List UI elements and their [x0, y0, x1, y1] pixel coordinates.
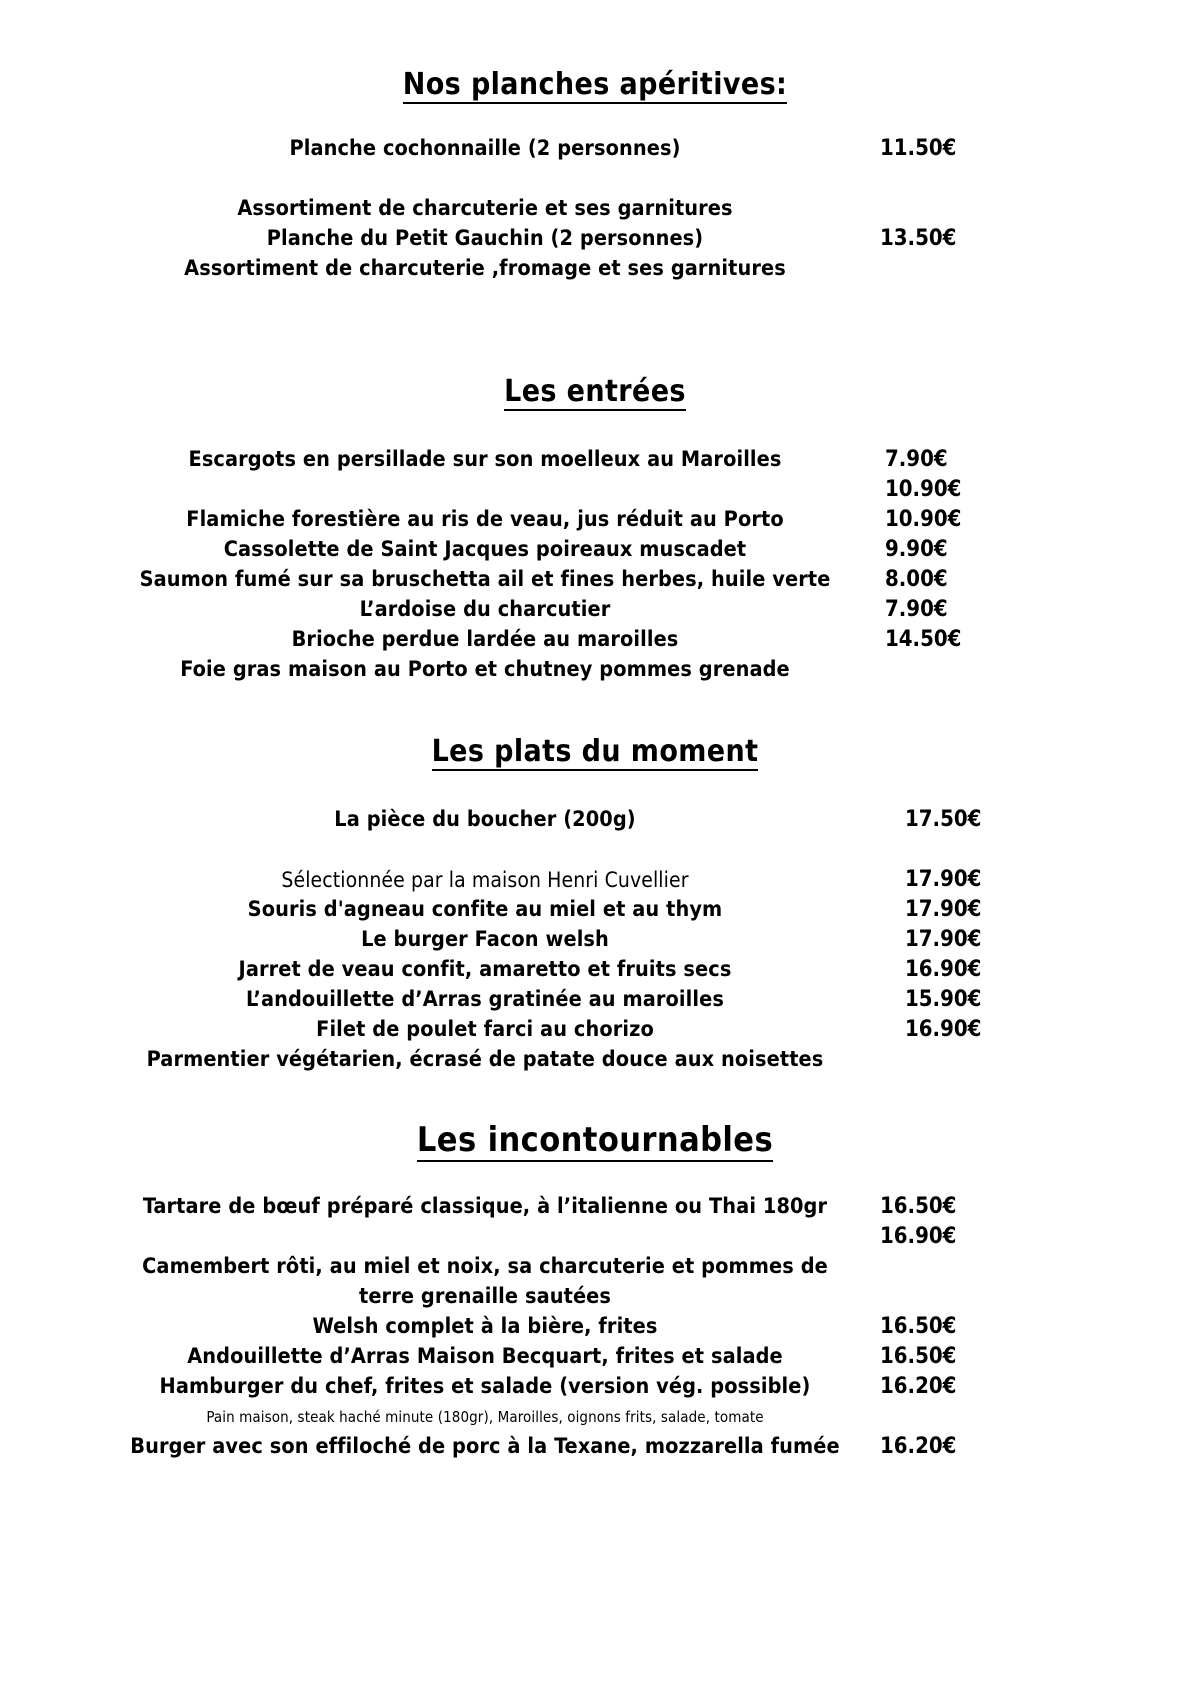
menu-item-line: La pièce du boucher (200g)	[334, 807, 636, 832]
menu-item-line: Filet de poulet farci au chorizo	[316, 1017, 654, 1042]
menu-item-line: Camembert rôti, au miel et noix, sa charcuterie et pommes de	[142, 1254, 828, 1279]
menu-item-line: Jarret de veau confit, amaretto et fruits secs	[238, 957, 732, 982]
menu-item-line: Planche du Petit Gauchin (2 personnes)	[266, 226, 704, 251]
menu-item-line: Welsh complet à la bière, frites	[312, 1314, 658, 1339]
menu-item-line: Cassolette de Saint Jacques poireaux muscadet	[223, 537, 747, 562]
menu-item-line: Assortiment de charcuterie et ses garnitures	[237, 196, 733, 221]
menu-item-line: Souris d'agneau confite au miel et au thym	[247, 897, 723, 922]
menu-item-price: 17.50€	[905, 807, 982, 832]
menu-item-line: Brioche perdue lardée au maroilles	[291, 627, 679, 652]
section-heading-incontournables-text: Les incontournables	[417, 1122, 773, 1162]
menu-item-line: Assortiment de charcuterie ,fromage et ses garnitures	[184, 256, 786, 281]
menu-item-description: Pain maison, steak haché minute (180gr), Maroilles, oignons frits, salade, tomate	[206, 1408, 764, 1426]
menu-item-price: 7.90€	[885, 597, 948, 622]
menu-item-line: Planche cochonnaille (2 personnes)	[289, 136, 681, 161]
menu-item-line: Andouillette d’Arras Maison Becquart, frites et salade	[187, 1344, 783, 1369]
section-heading-planches	[0, 68, 1190, 104]
menu-item-price: 16.90€	[905, 1017, 982, 1042]
item-names-plats	[55, 805, 915, 1075]
section-heading-plats-text: Les plats du moment	[431, 734, 759, 769]
menu-item-price: 13.50€	[880, 226, 957, 251]
menu-item-price: 16.90€	[905, 957, 982, 982]
section-heading-incontournables	[0, 1122, 1190, 1162]
menu-block-plats	[0, 805, 1190, 1075]
menu-item-price: 16.50€	[880, 1194, 957, 1219]
price-column-incontournables	[880, 1192, 1070, 1462]
menu-item-price: 17.90€	[905, 897, 982, 922]
menu-item-line: Le burger Facon welsh	[361, 927, 609, 952]
menu-item-price: 10.90€	[885, 477, 962, 502]
menu-item-line: Tartare de bœuf préparé classique, à l’italienne ou Thai 180gr	[142, 1194, 828, 1219]
menu-item-price: 16.90€	[880, 1224, 957, 1249]
price-column-plats	[905, 805, 1095, 1045]
section-heading-planches-text: Nos planches apéritives:	[402, 67, 788, 102]
price-column-entrees	[885, 445, 1075, 655]
menu-item-price: 17.90€	[905, 927, 982, 952]
menu-item-price: 11.50€	[880, 136, 957, 161]
menu-block-planches	[0, 134, 1190, 284]
menu-item-price: 15.90€	[905, 987, 982, 1012]
menu-item-line: L’ardoise du charcutier	[359, 597, 611, 622]
section-heading-entrees-text: Les entrées	[504, 374, 686, 409]
item-names-entrees	[55, 445, 915, 685]
menu-item-line: Escargots en persillade sur son moelleux au Maroilles	[188, 447, 782, 472]
menu-block-entrees	[0, 445, 1190, 685]
menu-item-price: 16.20€	[880, 1374, 957, 1399]
menu-item-subtitle: Sélectionnée par la maison Henri Cuvellier	[281, 868, 689, 892]
menu-item-price: 17.90€	[905, 867, 982, 892]
menu-item-price: 16.50€	[880, 1344, 957, 1369]
menu-item-line: Saumon fumé sur sa bruschetta ail et fines herbes, huile verte	[139, 567, 831, 592]
section-heading-entrees	[0, 375, 1190, 411]
item-names-incontournables	[55, 1192, 915, 1462]
menu-item-price: 7.90€	[885, 447, 948, 472]
menu-block-incontournables	[0, 1192, 1190, 1462]
menu-item-price: 14.50€	[885, 627, 962, 652]
menu-item-line: Hamburger du chef, frites et salade (version vég. possible)	[159, 1374, 811, 1399]
menu-item-line: terre grenaille sautées	[358, 1284, 612, 1309]
menu-item-price: 16.20€	[880, 1434, 957, 1459]
menu-item-line: L’andouillette d’Arras gratinée au maroilles	[246, 987, 724, 1012]
menu-item-line: Burger avec son effiloché de porc à la Texane, mozzarella fumée	[130, 1434, 840, 1459]
price-column-planches	[880, 134, 1070, 254]
menu-item-price: 10.90€	[885, 507, 962, 532]
menu-item-price: 9.90€	[885, 537, 948, 562]
menu-item-price: 8.00€	[885, 567, 948, 592]
section-heading-plats	[0, 735, 1190, 771]
menu-item-line: Parmentier végétarien, écrasé de patate douce aux noisettes	[146, 1047, 824, 1072]
menu-item-price: 16.50€	[880, 1314, 957, 1339]
item-names-planches	[55, 134, 915, 284]
menu-item-line: Foie gras maison au Porto et chutney pommes grenade	[180, 657, 790, 682]
menu-item-line: Flamiche forestière au ris de veau, jus réduit au Porto	[186, 507, 784, 532]
